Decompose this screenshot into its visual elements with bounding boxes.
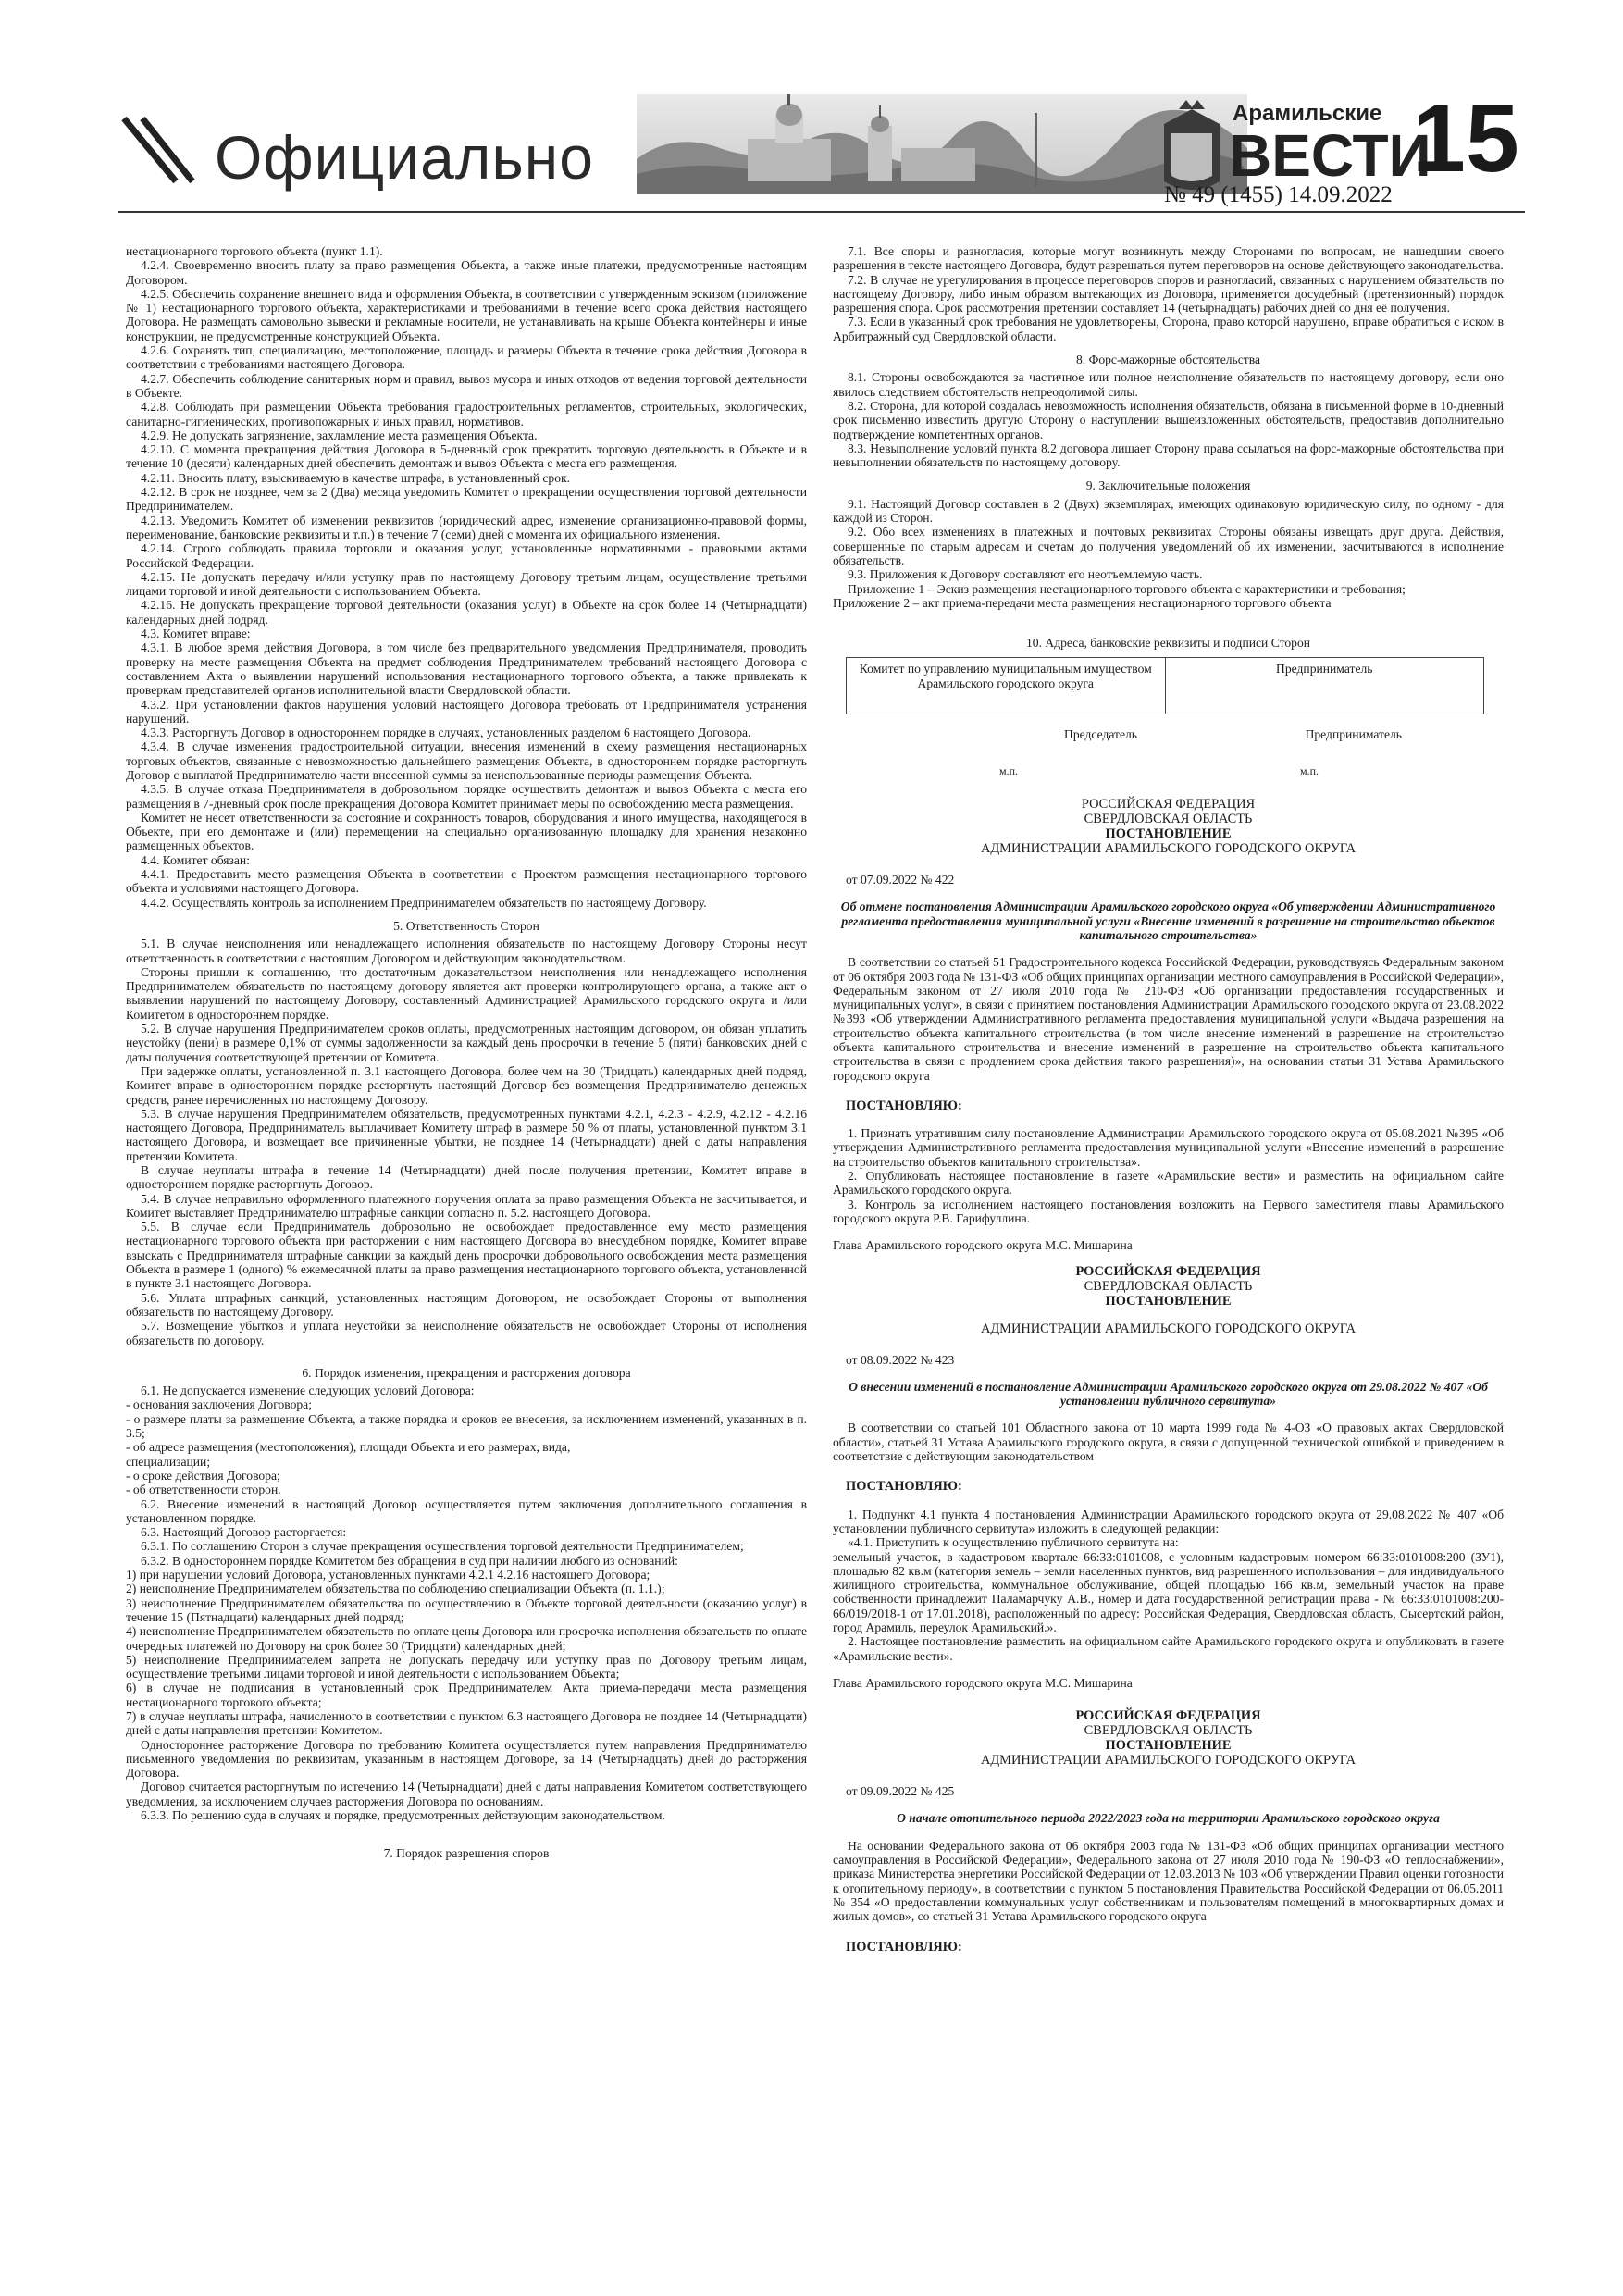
paragraph: 8.3. Невыполнение условий пункта 8.2 договора лишает Сторону права ссылаться на форс-мажорные обстоятельства при невыполнении обязательств по настоящему договору. bbox=[833, 441, 1504, 470]
page-number: 15 bbox=[1412, 85, 1519, 192]
paragraph: 6.3. Настоящий Договор расторгается: bbox=[141, 1525, 347, 1540]
paragraph: земельный участок, в кадастровом квартале 66:33:0101008, с условным кадастровым номером 66:33:0101008:200 (ЗУ1), площадью 82 кв.м (категория земель – земли населенных пунктов, вид разрешенного использования – для индивидуального жилищного строительства, коммунальное обслуживание, общей площадью 166 кв.м, земельный участок на праве собственности принадлежит Паламарчуку А.В., номер и дата государственной регистрации права - № 66:33:0101008:200-66/019/2018-1 от 17.01.2018), расположенный по адресу: Российская Федерация, Свердловская область, Сысертский район, город Арамиль, переулок Арамильский.». bbox=[833, 1549, 1504, 1634]
section-heading: 6. Порядок изменения, прекращения и расторжения договора bbox=[302, 1365, 631, 1380]
paragraph: В случае неуплаты штрафа в течение 14 (Четырнадцати) дней после получения претензии, Комитет вправе в одностороннем порядке расторгнуть Договор. bbox=[126, 1163, 807, 1192]
section-heading: 8. Форс-мажорные обстоятельства bbox=[1075, 353, 1261, 367]
paragraph: 3. Контроль за исполнением настоящего постановления возложить на Первого заместителя главы Арамильского городского округа Р.В. Гарифуллина. bbox=[833, 1197, 1504, 1225]
paragraph: 6.1. Не допускается изменение следующих условий Договора: bbox=[141, 1384, 475, 1398]
paragraph: 4.2.7. Обеспечить соблюдение санитарных норм и правил, вывоз мусора и иных отходов от ведения торговой деятельности в Объекте. bbox=[126, 371, 807, 400]
resolve-heading: ПОСТАНОВЛЯЮ: bbox=[846, 1479, 962, 1495]
paragraph: В соответствии со статьей 51 Градостроительного кодекса Российской Федерации, руководствуясь Федеральным законом от 06 октября 2003 года № 131-ФЗ «Об общих принципах организации местного самоуправления в Российской Федерации», Федеральным законом от 27 июля 2010 года № 210-ФЗ «Об организации предоставления государственных и муниципальных услуг», в связи с принятием постановления Администрации Арамильского городского округа от 23.08.2022 №393 «Об утверждении Административного регламента предоставления муниципальной услуги «Выдача разрешения на строительство объекта капитального строительства (в том числе внесение изменений в разрешение на строительство объекта капитального строительства и внесение изменений в разрешение на строительство объекта капитального строительства в связи с продлением срока действия такого разрешения)», на основании статьи 31 Устава Арамильского городского округа bbox=[833, 955, 1504, 1083]
paragraph: 7.3. Если в указанный срок требования не удовлетворены, Сторона, право которой нарушено, вправе обратиться с иском в Арбитражный суд Свердловской области. bbox=[833, 315, 1504, 343]
left-column bbox=[126, 244, 807, 1865]
paragraph: 4.3.5. В случае отказа Предпринимателя в добровольном порядке осуществить демонтаж и вывоз Объекта с места его размещения в 7-дневный срок после прекращения Договора Комитет принимает меры по освобождению места размещения. bbox=[126, 782, 807, 811]
decree-org: АДМИНИСТРАЦИИ АРАМИЛЬСКОГО ГОРОДСКОГО ОКРУГА bbox=[980, 841, 1357, 857]
paragraph: 4.3.2. При установлении фактов нарушения условий настоящего Договора требовать от Предпринимателя устранения нарушений. bbox=[126, 697, 807, 726]
paragraph: 4.2.5. Обеспечить сохранение внешнего вида и оформления Объекта, в соответствии с утвержденным эскизом (приложение № 1) нестационарного торгового объекта, характеристиками и требованиями в течение всего срока действия настоящего Договора. Не размещать самовольно вывески и рекламные носители, не устанавливать на крыше Объекта контейнеры и иные конструкции, не предусмотренные конструкцией Объекта. bbox=[126, 286, 807, 343]
section-heading: 7. Порядок разрешения споров bbox=[383, 1846, 550, 1861]
committee-cell: Комитет по управлению муниципальным имуществом Арамильского городского округа bbox=[847, 658, 1166, 714]
paragraph: 7.1. Все споры и разногласия, которые могут возникнуть между Сторонами по вопросам, не нашедшим своего разрешения в тексте настоящего Договора, будут разрешаться путем переговоров на основе действующего законодательства. bbox=[833, 244, 1504, 273]
paragraph: 9.1. Настоящий Договор составлен в 2 (Двух) экземплярах, имеющих одинаковую юридическую силу, по одному - для каждой из Сторон. bbox=[833, 496, 1504, 526]
issue-info: № 49 (1455) 14.09.2022 bbox=[1164, 182, 1393, 207]
paragraph: 5) неисполнение Предпринимателем запрета не допускать передачу или уступку прав по Договору третьим лицам, осуществление третьими лицами торговой и иной деятельности с использованием Объекта; bbox=[126, 1652, 807, 1682]
decree-org: РОССИЙСКАЯ ФЕДЕРАЦИЯ bbox=[1075, 1708, 1261, 1724]
signature: Глава Арамильского городского округа М.С. Мишарина bbox=[833, 1238, 1133, 1253]
paragraph: нестационарного торгового объекта (пункт 1.1). bbox=[126, 244, 383, 258]
paragraph: В соответствии со статьей 101 Областного закона от 10 марта 1999 года № 4-ОЗ «О правовых актах Свердловской области», статьей 31 Устава Арамильского городского округа, в связи с допущенной технической ошибкой и приведением в соответствие с действующим законодательством bbox=[833, 1421, 1504, 1464]
logo-main-text: ВЕСТИ bbox=[1229, 122, 1431, 189]
paragraph: 4.2.6. Сохранять тип, специализацию, местоположение, площадь и размеры Объекта в течение срока действия Договора в соответствии с требованиями настоящего Договора. bbox=[126, 343, 807, 372]
signature: Глава Арамильского городского округа М.С. Мишарина bbox=[833, 1675, 1133, 1690]
paragraph: 4.2.9. Не допускать загрязнение, захламление места размещения Объекта. bbox=[141, 428, 538, 442]
section-title: Официально bbox=[215, 123, 594, 192]
paragraph: 6.3.2. В одностороннем порядке Комитетом без обращения в суд при наличии любого из оснований: bbox=[141, 1553, 678, 1568]
decree-org: АДМИНИСТРАЦИИ АРАМИЛЬСКОГО ГОРОДСКОГО ОКРУГА bbox=[980, 1321, 1357, 1336]
decree-org: СВЕРДЛОВСКАЯ ОБЛАСТЬ bbox=[1084, 1723, 1253, 1739]
paragraph: «4.1. Приступить к осуществлению публичного сервитута на: bbox=[848, 1535, 1179, 1550]
decree-date: от 07.09.2022 № 422 bbox=[846, 873, 955, 887]
paragraph: Комитет не несет ответственности за состояние и сохранность товаров, оборудования и иного имущества, находящегося в Объекте, при его демонтаже и (или) перемещении на специально организованную площадку для хранения незаконно размещенных объектов. bbox=[126, 810, 807, 853]
decree-type: ПОСТАНОВЛЕНИЕ bbox=[1105, 1738, 1232, 1754]
entrepreneur-cell: Предприниматель bbox=[1165, 658, 1484, 714]
section-slashes-icon bbox=[118, 113, 192, 187]
paragraph: 5.2. В случае нарушения Предпринимателем сроков оплаты, предусмотренных настоящим договором, он обязан уплатить неустойку (пени) в размере 0,1% от суммы задолженности за каждый день просрочки в течение 5 (пяти) банковских дней с даты получения соответствующей претензии от Комитета. bbox=[126, 1022, 807, 1064]
section-heading: 9. Заключительные положения bbox=[1085, 478, 1251, 493]
paragraph: 6.3.3. По решению суда в случаях и порядке, предусмотренных действующим законодательством. bbox=[141, 1808, 665, 1823]
seal-label: м.п. bbox=[1299, 763, 1319, 777]
paragraph: - о сроке действия Договора; bbox=[126, 1468, 280, 1483]
decree-title: О начале отопительного периода 2022/2023 года на территории Арамильского городского округа bbox=[897, 1811, 1440, 1826]
decree-org: СВЕРДЛОВСКАЯ ОБЛАСТЬ bbox=[1084, 812, 1253, 827]
decree-date: от 08.09.2022 № 423 bbox=[846, 1352, 955, 1367]
paragraph: 6) в случае не подписания в установленный срок Предпринимателем Акта приема-передачи места размещения нестационарного торгового объекта; bbox=[126, 1681, 807, 1709]
paragraph: 9.2. Обо всех изменениях в платежных и почтовых реквизитах Стороны обязаны извещать друг друга. Действия, совершенные по старым адресам и счетам до получения уведомлений об их изменении, засчитываются в исполнение обязательств. bbox=[833, 525, 1504, 567]
paragraph: 5.3. В случае нарушения Предпринимателем обязательств, предусмотренных пунктами 4.2.1, 4.2.3 - 4.2.9, 4.2.12 - 4.2.16 настоящего Договора, Предприниматель выплачивает Комитету штраф в размере 50 % от платы, установленной пунктом 3.1 настоящего Договора, и возмещает все причиненные убытки, не позднее 14 (Четырнадцати) дней с даты направления претензии Комитета. bbox=[126, 1106, 807, 1163]
paragraph: При задержке оплаты, установленной п. 3.1 настоящего Договора, более чем на 30 (Тридцать) календарных дней подряд, Комитет вправе в одностороннем порядке расторгнуть настоящий Договор без возмещения Предпринимателю денежных средств, ранее перечисленных по настоящему Договору. bbox=[126, 1063, 807, 1107]
paragraph: 1. Признать утратившим силу постановление Администрации Арамильского городского округа от 05.08.2021 №395 «Об утверждении Административного регламента предоставления муниципальной услуги «Внесение изменений в разрешение на строительство объектов капитального строительства». bbox=[833, 1126, 1504, 1169]
paragraph: 4.3.4. В случае изменения градостроительной ситуации, внесения изменений в схему размещения нестационарных торговых объектов, связанные с невозможностью дальнейшего размещения Объекта, в одностороннем порядке расторгнуть Договор с выплатой Предпринимателю части внесенной суммы за неиспользованные периоды размещения Объекта. bbox=[126, 739, 807, 782]
paragraph: 4.4.1. Предоставить место размещения Объекта в соответствии с Проектом размещения нестационарного торгового объекта и условиями настоящего Договора. bbox=[126, 867, 807, 896]
paragraph: 4.4. Комитет обязан: bbox=[141, 852, 250, 867]
decree-title: О внесении изменений в постановление Администрации Арамильского городского округа от 29.08.2022 № 407 «Об установлении публичного сервитута» bbox=[849, 1379, 1488, 1409]
paragraph: 4.4.2. Осуществлять контроль за исполнением Предпринимателем обязательств по настоящему Договору. bbox=[141, 895, 707, 910]
header-rule bbox=[118, 211, 1525, 213]
paragraph: 5.4. В случае неправильно оформленного платежного поручения оплата за право размещения Объекта не засчитывается, и Комитет выставляет Предпринимателю штрафные санкции согласно п. 5.2. настоящего Договора. bbox=[126, 1191, 807, 1220]
paragraph: 4) неисполнение Предпринимателем обязательств по оплате цены Договора или просрочка исполнения обязательств по оплате очередных платежей по Договору на срок более 30 (Тридцати) календарных дней; bbox=[126, 1624, 807, 1653]
paragraph: 6.3.1. По соглашению Сторон в случае прекращения осуществления торговой деятельности Предпринимателем; bbox=[141, 1539, 744, 1554]
paragraph: 4.3.3. Расторгнуть Договор в одностороннем порядке в случаях, установленных разделом 6 настоящего Договора. bbox=[141, 726, 751, 740]
paragraph: - об ответственности сторон. bbox=[126, 1483, 281, 1497]
paragraph: 3) неисполнение Предпринимателем обязательства по осуществлению в Объекте торговой деятельности (оказанию услуг) в течение 15 (Пятнадцати) календарных дней подряд; bbox=[126, 1595, 807, 1624]
section-heading: 10. Адреса, банковские реквизиты и подписи Сторон bbox=[1025, 636, 1311, 651]
logo-top-text: Арамильские bbox=[1233, 101, 1382, 126]
paragraph: 4.2.11. Вносить плату, взыскиваемую в качестве штрафа, в установленный срок. bbox=[141, 470, 571, 485]
paragraph: 8.1. Стороны освобождаются за частичное или полное неисполнение обязательств по настоящему договору, если оно явилось следствием обстоятельств непреодолимой силы. bbox=[833, 370, 1504, 399]
paragraph: - об адресе размещения (местоположения), площади Объекта и его размерах, вида, bbox=[126, 1440, 571, 1455]
section-heading: 5. Ответственность Сторон bbox=[393, 918, 539, 933]
chairman-label: Председатель bbox=[1064, 727, 1137, 742]
seal-row bbox=[999, 764, 1319, 778]
paragraph: 5.6. Уплата штрафных санкций, установленных настоящим Договором, не освобождает Стороны от выполнения обязательств по настоящему Договору. bbox=[126, 1290, 807, 1319]
paragraph: 4.3. Комитет вправе: bbox=[141, 627, 251, 641]
decree-org: РОССИЙСКАЯ ФЕДЕРАЦИЯ bbox=[1081, 797, 1256, 813]
header-photo-church bbox=[637, 94, 1247, 194]
paragraph: 2) неисполнение Предпринимателем обязательства по соблюдению специализации Объекта (п. 1.1.); bbox=[126, 1582, 665, 1596]
paragraph: Стороны пришли к соглашению, что достаточным доказательством неисполнения или ненадлежащего исполнения Предпринимателем обязательств по настоящему договору является акт проверки контролирующего органа, а также акт о выявлении нарушений по настоящему Договору, составленный Администрацией Арамильского городского округа и /или Комитетом в одностороннем порядке. bbox=[126, 964, 807, 1022]
paragraph: 4.2.4. Своевременно вносить плату за право размещения Объекта, а также иные платежи, предусмотренные настоящим Договором. bbox=[126, 258, 807, 287]
paragraph: Договор считается расторгнутым по истечению 14 (Четырнадцати) дней с даты направления Комитетом соответствующего уведомления, за исключением случаев расторжения Договора по основаниям. bbox=[126, 1780, 807, 1808]
paragraph: Приложение 1 – Эскиз размещения нестационарного торгового объекта с характеристики и требования; bbox=[848, 581, 1406, 596]
signers-row bbox=[1064, 727, 1402, 741]
paragraph: 5.7. Возмещение убытков и уплата неустойки за неисполнение обязательств не освобождает Стороны от исполнения обязательств по договору. bbox=[126, 1319, 807, 1347]
paragraph: специализации; bbox=[126, 1454, 211, 1469]
decree-type: ПОСТАНОВЛЕНИЕ bbox=[1105, 826, 1232, 842]
decree-title: Об отмене постановления Администрации Арамильского городского округа «Об утверждении Административного регламента предоставления муниципальной услуги «Внесение изменений в разрешение на строительство объектов капитального строительства» bbox=[840, 900, 1496, 942]
paragraph: 2. Опубликовать настоящее постановление в газете «Арамильские вести» и разместить на официальном сайте Арамильского городского округа. bbox=[833, 1169, 1504, 1198]
paragraph: 6.2. Внесение изменений в настоящий Договор осуществляется путем заключения дополнительного соглашения в установленном порядке. bbox=[126, 1496, 807, 1525]
paragraph: 4.2.16. Не допускать прекращение торговой деятельности (оказания услуг) в Объекте на срок более 14 (Четырнадцати) календарных дней подряд. bbox=[126, 598, 807, 627]
page-header bbox=[118, 85, 1525, 215]
resolve-heading: ПОСТАНОВЛЯЮ: bbox=[846, 1098, 962, 1113]
decree-date: от 09.09.2022 № 425 bbox=[846, 1784, 955, 1799]
decree-org: АДМИНИСТРАЦИИ АРАМИЛЬСКОГО ГОРОДСКОГО ОКРУГА bbox=[980, 1753, 1357, 1769]
paragraph: 7.2. В случае не урегулирования в процессе переговоров споров и разногласий, связанных с нарушением обязательств по настоящему Договору, либо иным образом вытекающих из Договора, применяется досудебный (претензионный) порядок разрешения спора. Срок рассмотрения претензии составляет 14 (четырнадцать) рабочих дней со дня её получения. bbox=[833, 272, 1504, 316]
paragraph: 5.5. В случае если Предприниматель добровольно не освобождает предоставленное ему место размещения нестационарного торгового объекта при расторжении с ним настоящего Договора во внесудебном порядке, Комитет вправе взыскать с Предпринимателя штрафные санкции за каждый день просрочки добровольного освобождения места размещения Объекта в размере 1 (одного) % ежемесячной платы за право размещения нестационарного торгового объекта, установленной в пункте 3.1 настоящего Договора. bbox=[126, 1220, 807, 1291]
paragraph: 4.2.15. Не допускать передачу и/или уступку прав по настоящему Договору третьим лицам, осуществление третьими лицами торговой и иной деятельности с использованием Объекта. bbox=[126, 569, 807, 599]
decree-org: РОССИЙСКАЯ ФЕДЕРАЦИЯ bbox=[1075, 1263, 1261, 1279]
right-column bbox=[833, 244, 1504, 1967]
paragraph: 2. Настоящее постановление разместить на официальном сайте Арамильского городского округа и опубликовать в газете «Арамильские вести». bbox=[833, 1634, 1504, 1663]
paragraph: 1) при нарушении условий Договора, установленных пунктами 4.2.1 4.2.16 настоящего Договора; bbox=[126, 1568, 650, 1582]
paragraph: Приложение 2 – акт приема-передачи места размещения нестационарного торгового объекта bbox=[833, 595, 1332, 610]
paragraph: 4.3.1. В любое время действия Договора, в том числе без предварительного уведомления Предпринимателя, проводить проверку на месте размещения Объекта на предмет соблюдения Предпринимателем требований настоящего Договора с составлением Акта о выявлении нарушений использования нестационарного торгового объекта, а также привлекать к проверкам представителей органов исполнительной власти Свердловской области. bbox=[126, 640, 807, 698]
paragraph: 5.1. В случае неисполнения или ненадлежащего исполнения обязательств по настоящему Договору Стороны несут ответственность в соответствии с настоящим Договором и действующим законодательством. bbox=[126, 937, 807, 965]
paragraph: - основания заключения Договора; bbox=[126, 1397, 312, 1412]
entrepreneur-label: Предприниматель bbox=[1305, 727, 1402, 742]
paragraph: 4.2.14. Строго соблюдать правила торговли и оказания услуг, установленные нормативными - правовыми актами Российской Федерации. bbox=[126, 541, 807, 570]
decree-type: ПОСТАНОВЛЕНИЕ bbox=[1105, 1293, 1232, 1309]
paragraph: 4.2.12. В срок не позднее, чем за 2 (Два) месяца уведомить Комитет о прекращении осуществления торговой деятельности Предпринимателем. bbox=[126, 485, 807, 514]
decree-org: СВЕРДЛОВСКАЯ ОБЛАСТЬ bbox=[1084, 1278, 1253, 1294]
paragraph: На основании Федерального закона от 06 октября 2003 года № 131-ФЗ «Об общих принципах организации местного самоуправления в Российской Федерации», Федерального закона от 27 июля 2010 года № 190-ФЗ «О теплоснабжении», приказа Министерства энергетики Российской Федерации от 12.03.2013 № 103 «Об утверждении Правил оценки готовности к отопительному периоду», в соответствии с пунктом 5 постановления Правительства Российской Федерации от 06.05.2011 № 354 «О предоставлении коммунальных услуг собственникам и пользователям помещений в многоквартирных домах и жилых домов», со статьей 31 Устава Арамильского городского округа bbox=[833, 1838, 1504, 1924]
paragraph: 1. Подпункт 4.1 пункта 4 постановления Администрации Арамильского городского округа от 29.08.2022 № 407 «Об установлении публичного сервитута» изложить в следующей редакции: bbox=[833, 1507, 1504, 1535]
paragraph: 9.3. Приложения к Договору составляют его неотъемлемую часть. bbox=[848, 567, 1203, 582]
paragraph: 4.2.13. Уведомить Комитет об изменении реквизитов (юридический адрес, изменение организационно-правовой формы, переименование, банковские реквизиты и т.п.) в течение 7 (семи) дней с момента их официального изменения. bbox=[126, 513, 807, 541]
paragraph: 8.2. Сторона, для которой создалась невозможность исполнения обязательств, обязана в письменной форме в 10-дневный срок письменно известить другую Сторону о наступлении вышеизложенных обстоятельств, предоставив дополнительно подтверждение компетентных органов. bbox=[833, 398, 1504, 441]
signatures-table bbox=[846, 657, 1484, 714]
paragraph: 4.2.8. Соблюдать при размещении Объекта требования градостроительных регламентов, строительных, экологических, санитарно-гигиенических, противопожарных и иных правил, нормативов. bbox=[126, 400, 807, 428]
resolve-heading: ПОСТАНОВЛЯЮ: bbox=[846, 1939, 962, 1955]
paragraph: 4.2.10. С момента прекращения действия Договора в 5-дневный срок прекратить торговую деятельность в Объекте и в течение 10 (десяти) календарных дней обеспечить демонтаж и вывоз Объекта с места его размещения. bbox=[126, 442, 807, 471]
seal-label: м.п. bbox=[999, 763, 1019, 777]
paragraph: Одностороннее расторжение Договора по требованию Комитета осуществляется путем направления Предпринимателю письменного уведомления по реквизитам, указанным в настоящем Договоре, за 14 (Четырнадцать) дней до расторжения Договора. bbox=[126, 1737, 807, 1781]
paragraph: - о размере платы за размещение Объекта, а также порядка и сроков ее внесения, за исключением изменений, указанных в п. 3.5; bbox=[126, 1411, 807, 1441]
paragraph: 7) в случае неуплаты штрафа, начисленного в соответствии с пунктом 6.3 настоящего Договора не позднее 14 (Четырнадцати) дней с даты направления претензии Комитетом. bbox=[126, 1708, 807, 1738]
